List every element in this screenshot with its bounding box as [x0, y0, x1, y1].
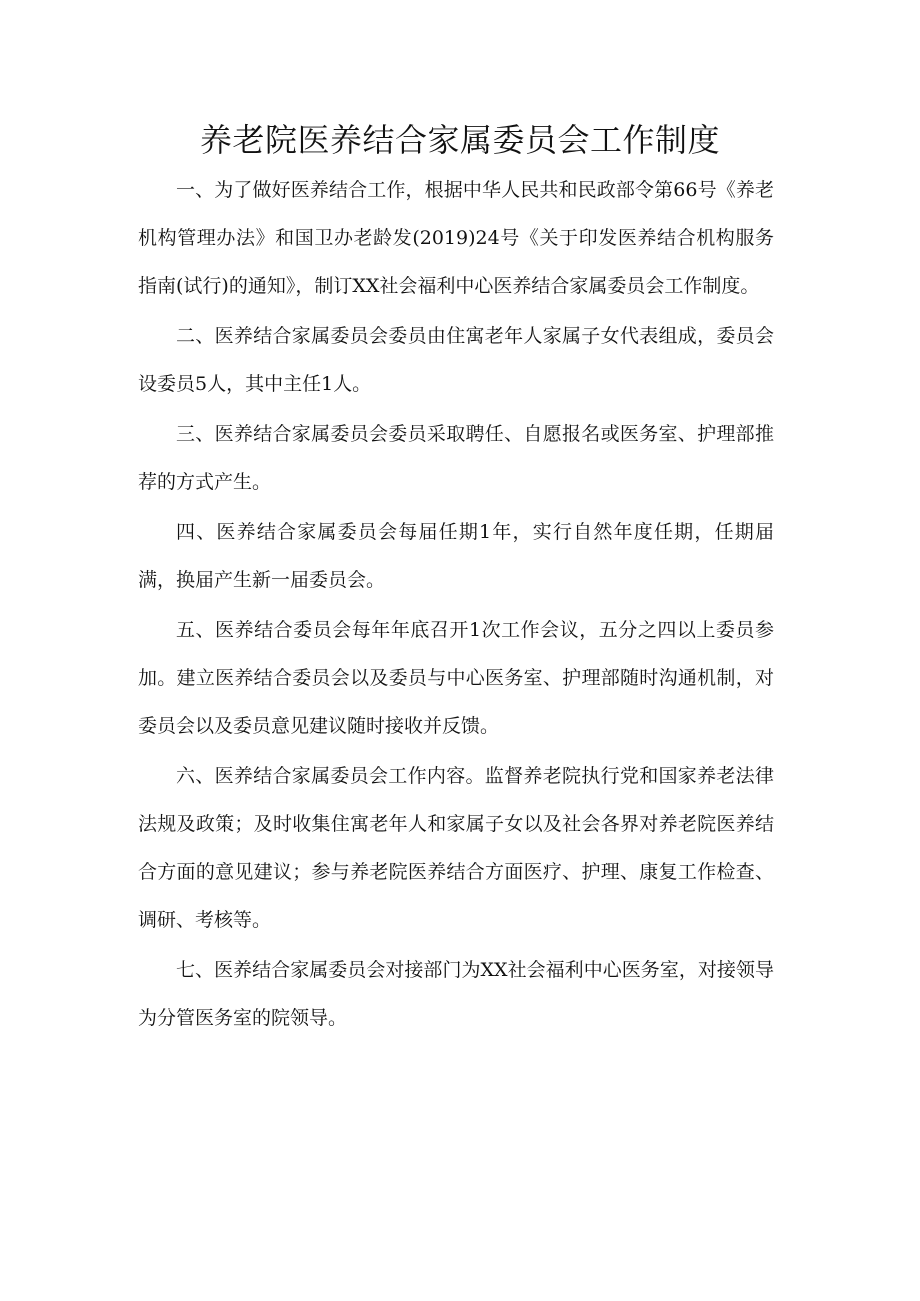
paragraph-3: 三、医养结合家属委员会委员采取聘任、自愿报名或医务室、护理部推荐的方式产生。: [138, 423, 774, 493]
paragraph-5: 五、医养结合委员会每年年底召开1次工作会议，五分之四以上委员参加。建立医养结合委员会以及委员与中心医务室、护理部随时沟通机制，对委员会以及委员意见建议随时接收并反馈。: [138, 619, 774, 737]
paragraph-2: 二、医养结合家属委员会委员由住寓老年人家属子女代表组成，委员会设委员5人，其中主任1人。: [138, 325, 774, 395]
document-body: [138, 166, 774, 1042]
paragraph-4: 四、医养结合家属委员会每届任期1年，实行自然年度任期，任期届满，换届产生新一届委员会。: [138, 521, 774, 591]
paragraph-7: 七、医养结合家属委员会对接部门为XX社会福利中心医务室，对接领导为分管医务室的院领导。: [138, 959, 774, 1029]
document-title: 养老院医养结合家属委员会工作制度: [199, 121, 720, 159]
paragraph-1: 一、为了做好医养结合工作，根据中华人民共和民政部令第66号《养老机构管理办法》和国卫办老龄发(2019)24号《关于印发医养结合机构服务指南(试行)的通知》，制订XX社会福利中心医养结合家属委员会工作制度。: [138, 179, 774, 297]
paragraph-6: 六、医养结合家属委员会工作内容。监督养老院执行党和国家养老法律法规及政策；及时收集住寓老年人和家属子女以及社会各界对养老院医养结合方面的意见建议；参与养老院医养结合方面医疗、护理、康复工作检查、调研、考核等。: [138, 765, 774, 931]
